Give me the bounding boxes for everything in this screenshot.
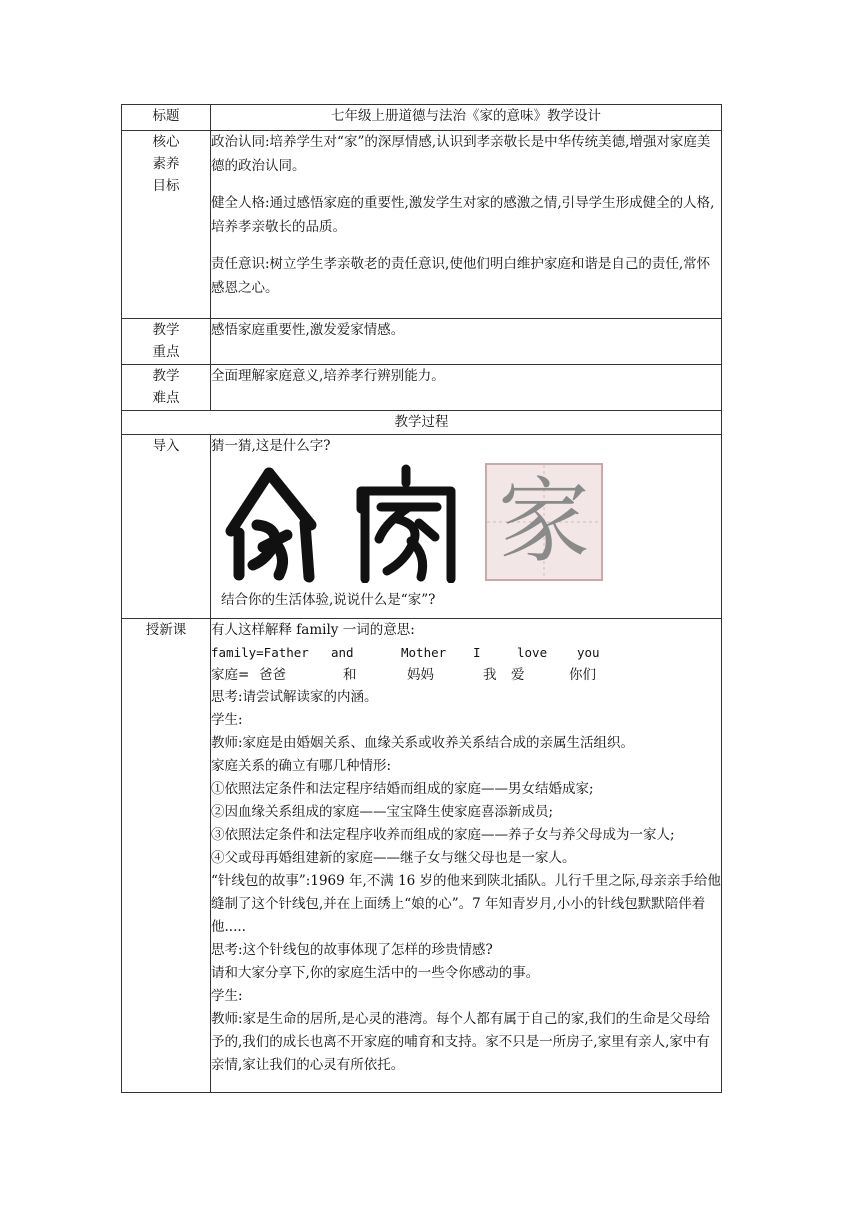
family-word: you xyxy=(577,645,600,660)
family-word: and xyxy=(331,645,354,660)
lesson-line: ①依照法定条件和法定程序结婚而组成的家庭——男女结婚成家; xyxy=(211,781,594,797)
lesson-line: 思考:请尝试解读家的内涵。 xyxy=(211,689,378,705)
lesson-plan-table xyxy=(121,104,722,1093)
goal-personality: 健全人格:通过感悟家庭的重要性,激发学生对家的感激之情,引导学生形成健全的人格,培养孝亲敬长的品质。 xyxy=(211,195,715,235)
title-row xyxy=(122,105,722,131)
intro-content xyxy=(211,435,722,619)
family-cn-word: 和 xyxy=(343,667,357,683)
lesson-line: ④父或母再婚组建新的家庭——继子女与继父母也是一家人。 xyxy=(211,850,576,866)
new-lesson-label: 授新课 xyxy=(122,619,211,1093)
difficulty-label-line: 教学 xyxy=(152,368,180,384)
goals-label-line: 素养 xyxy=(152,156,180,172)
modern-glyph-char: 家 xyxy=(497,468,590,575)
process-header: 教学过程 xyxy=(122,411,722,435)
key-point-value: 感悟家庭重要性,激发爱家情感。 xyxy=(211,319,722,365)
family-intro-line: 有人这样解释 family 一词的意思: xyxy=(211,622,415,638)
difficulty-value: 全面理解家庭意义,培养孝行辨别能力。 xyxy=(211,365,722,411)
seal-glyph-image xyxy=(351,463,471,583)
goals-label-line: 目标 xyxy=(152,178,180,194)
family-cn-word: 爸爸 xyxy=(259,667,286,683)
process-header-row xyxy=(122,411,722,435)
family-word: love xyxy=(517,645,548,660)
difficulty-label-line: 难点 xyxy=(152,390,180,406)
difficulty-row xyxy=(122,365,722,411)
family-english-row xyxy=(211,642,721,664)
lesson-line: “针线包的故事”:1969 年,不满 16 岁的他来到陕北插队。儿行千里之际,母亲亲手给他缝制了这个针线包,并在上面绣上“娘的心”。7 年知青岁月,小小的针线包默默陪伴着他..... xyxy=(211,873,721,935)
intro-question: 猜一猜,这是什么字? xyxy=(211,438,331,454)
lesson-line: 教师:家是生命的居所,是心灵的港湾。每个人都有属于自己的家,我们的生命是父母给予的,我们的成长也离不开家庭的哺育和支持。家不只是一所房子,家里有亲人,家中有亲情,家让我们的心灵有所依托。 xyxy=(211,1011,711,1073)
goals-row xyxy=(122,131,722,319)
family-word: family=Father xyxy=(211,645,309,660)
goal-responsibility: 责任意识:树立学生孝亲敬老的责任意识,使他们明白维护家庭和谐是自己的责任,常怀感恩之心。 xyxy=(211,256,711,296)
lesson-line: 学生: xyxy=(211,988,243,1004)
lesson-line: 学生: xyxy=(211,712,243,728)
glyph-images xyxy=(217,463,721,583)
family-cn-word: 家庭= xyxy=(211,667,250,683)
family-chinese-row xyxy=(211,664,721,686)
lesson-line: ③依照法定条件和法定程序收养而组成的家庭——养子女与养父母成为一家人; xyxy=(211,827,675,843)
lesson-line: 教师:家庭是由婚姻关系、血缘关系或收养关系结合成的亲属生活组织。 xyxy=(211,735,635,751)
new-lesson-row xyxy=(122,619,722,1093)
lesson-line: 请和大家分享下,你的家庭生活中的一些令你感动的事。 xyxy=(211,965,540,981)
goal-political: 政治认同:培养学生对“家”的深厚情感,认识到孝亲敬长是中华传统美德,增强对家庭美德的政治认同。 xyxy=(211,134,711,174)
intro-row xyxy=(122,435,722,619)
family-word: Mother xyxy=(401,645,447,660)
key-point-label xyxy=(122,319,211,365)
title-label: 标题 xyxy=(122,105,211,131)
lesson-line: 思考:这个针线包的故事体现了怎样的珍贵情感? xyxy=(211,942,493,958)
key-point-row xyxy=(122,319,722,365)
modern-glyph-image xyxy=(485,463,605,583)
lesson-line: ②因血缘关系组成的家庭——宝宝降生使家庭喜添新成员; xyxy=(211,804,554,820)
family-cn-word: 妈妈 xyxy=(407,667,434,683)
family-cn-word: 爱 xyxy=(511,667,525,683)
family-word: I xyxy=(473,645,481,660)
family-cn-word: 你们 xyxy=(569,667,596,683)
document-title: 七年级上册道德与法治《家的意味》教学设计 xyxy=(211,105,722,131)
goals-label-line: 核心 xyxy=(152,134,180,150)
intro-prompt: 结合你的生活体验,说说什么是“家”? xyxy=(221,592,436,608)
key-point-label-line: 重点 xyxy=(152,344,180,360)
new-lesson-content xyxy=(211,619,722,1093)
lesson-line: 家庭关系的确立有哪几种情形: xyxy=(211,758,392,774)
goals-label xyxy=(122,131,211,319)
intro-label: 导入 xyxy=(122,435,211,619)
key-point-label-line: 教学 xyxy=(152,322,180,338)
difficulty-label xyxy=(122,365,211,411)
goals-content xyxy=(211,131,722,319)
family-cn-word: 我 xyxy=(483,667,497,683)
ancient-glyph-image xyxy=(217,463,337,583)
